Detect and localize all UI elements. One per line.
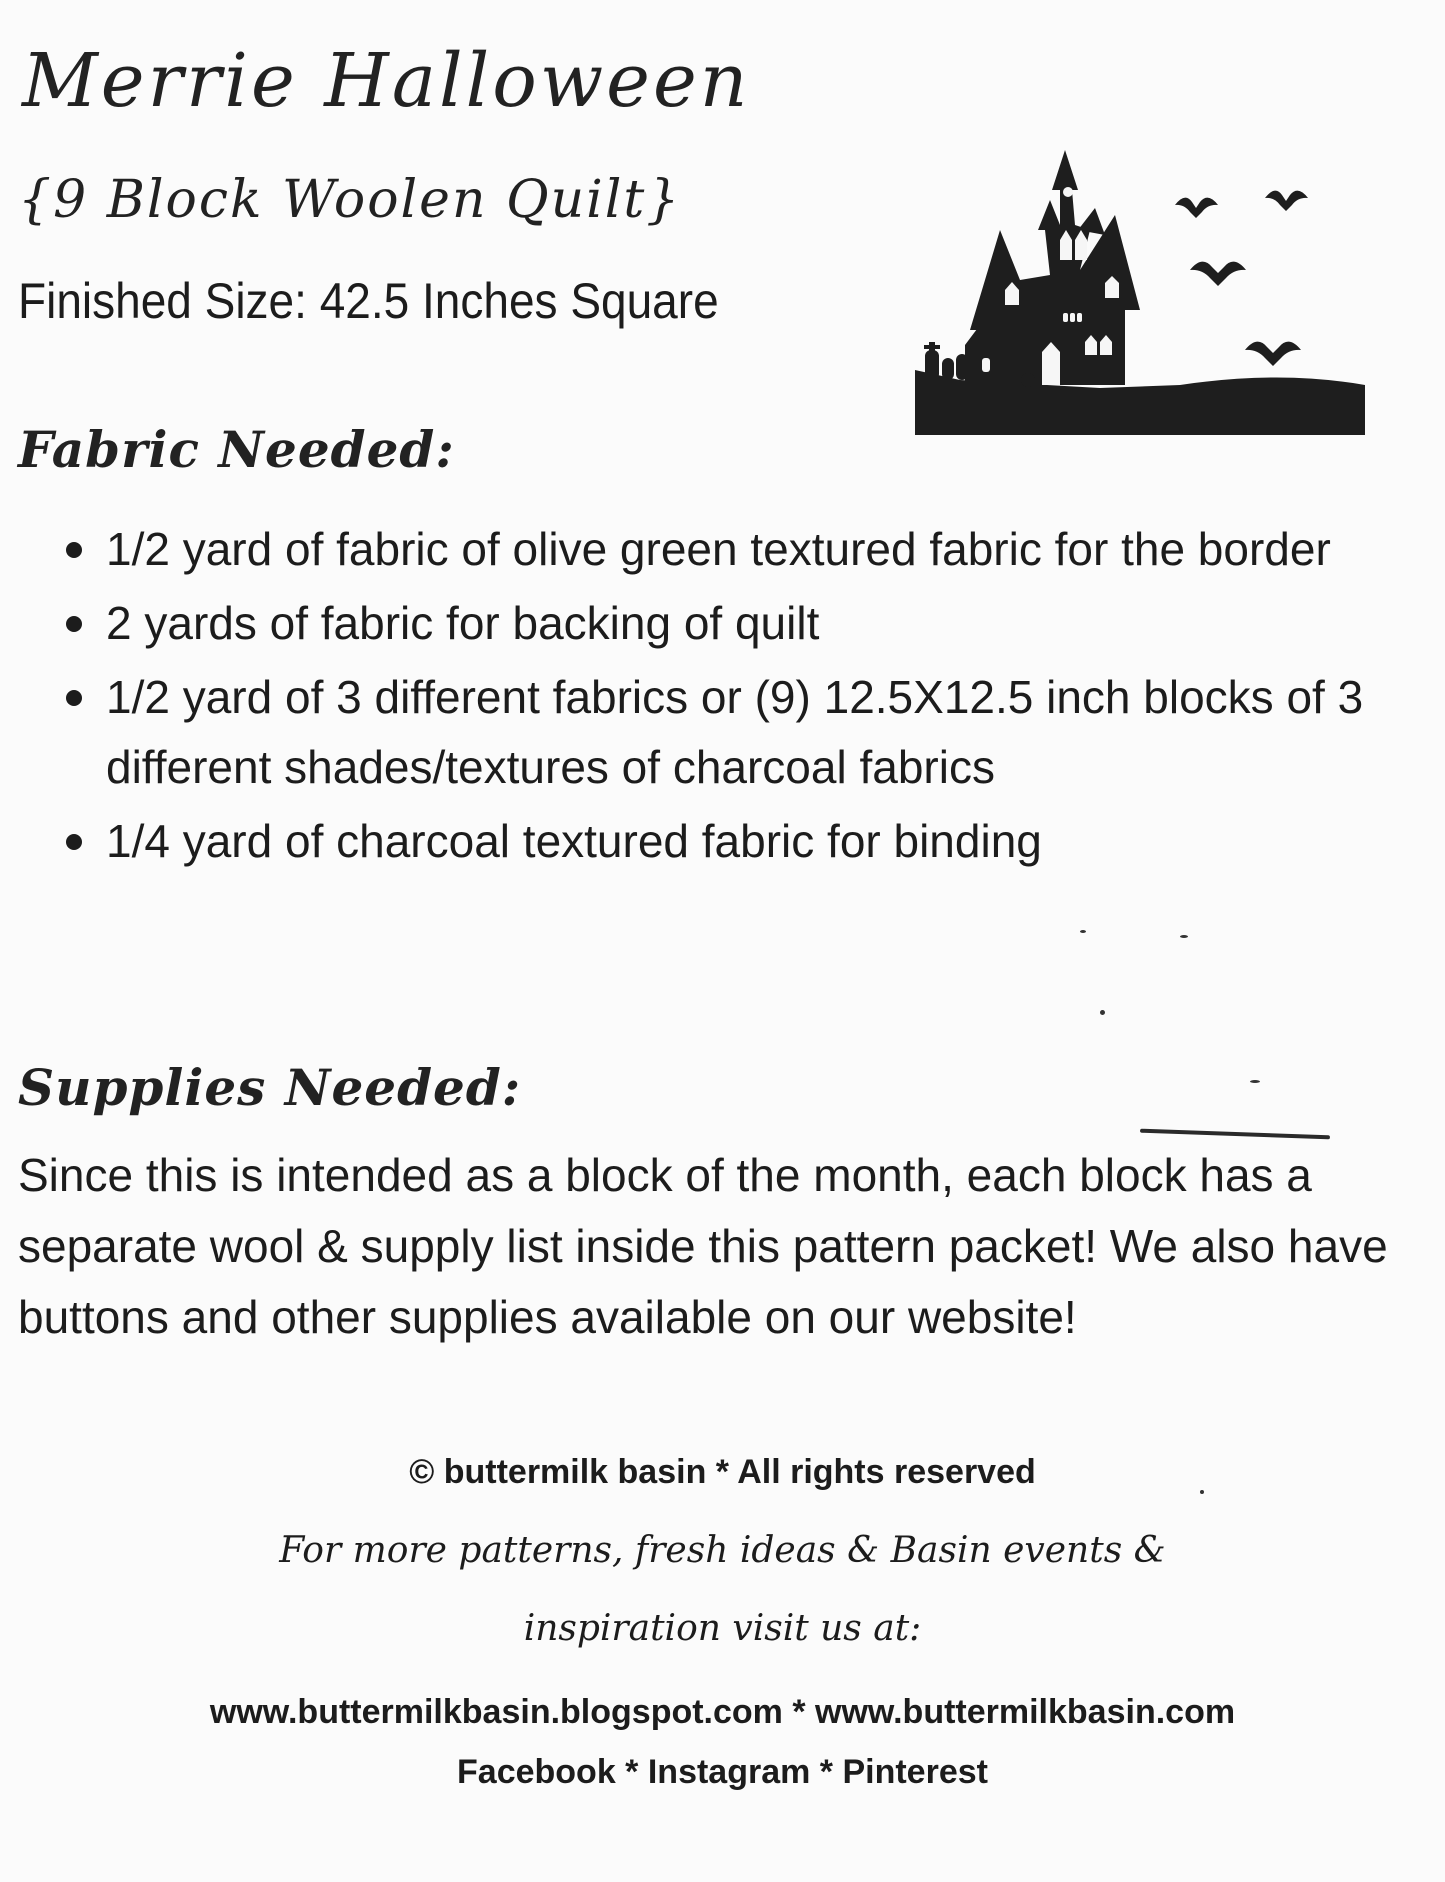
- haunted-house-with-bats-icon: [900, 130, 1370, 440]
- scan-speck: [1100, 1010, 1105, 1015]
- bullet-icon: [66, 616, 82, 632]
- fabric-list-item: [58, 806, 1398, 876]
- supplies-needed-heading: Supplies Needed:: [18, 1058, 522, 1117]
- social-links[interactable]: Facebook * Instagram * Pinterest: [457, 1753, 988, 1791]
- page-subtitle: {9 Block Woolen Quilt}: [18, 170, 682, 230]
- supplies-paragraph: Since this is intended as a block of the month, each block has a separate wool & supply list inside this pattern packet! We also have buttons and other supplies available on our website!: [18, 1149, 1388, 1343]
- bullet-icon: [66, 834, 82, 850]
- fabric-list-item: [58, 588, 1398, 658]
- haunted-house-illustration: [900, 130, 1370, 440]
- page-title: Merrie Halloween: [22, 38, 751, 124]
- bullet-icon: [66, 690, 82, 706]
- cta-line-1: For more patterns, fresh ideas & Basin events &: [279, 1530, 1166, 1571]
- fabric-list: [58, 514, 1398, 880]
- fabric-item-text: 2 yards of fabric for backing of quilt: [106, 597, 820, 649]
- fabric-item-text: 1/2 yard of fabric of olive green textured fabric for the border: [106, 523, 1331, 575]
- scan-speck: [1200, 1490, 1204, 1494]
- cta-line-2: inspiration visit us at:: [523, 1608, 922, 1649]
- copyright-notice: © buttermilk basin * All rights reserved: [409, 1453, 1036, 1491]
- scan-speck: [1140, 1129, 1330, 1140]
- finished-size: Finished Size: 42.5 Inches Square: [18, 273, 719, 329]
- footer: [0, 1450, 1445, 1802]
- fabric-item-text: 1/4 yard of charcoal textured fabric for binding: [106, 815, 1042, 867]
- fabric-needed-heading: Fabric Needed:: [18, 420, 455, 479]
- scan-speck: [1080, 930, 1086, 933]
- website-links[interactable]: www.buttermilkbasin.blogspot.com * www.buttermilkbasin.com: [209, 1693, 1236, 1731]
- fabric-item-text: 1/2 yard of 3 different fabrics or (9) 12.5X12.5 inch blocks of 3 different shades/textures of charcoal fabrics: [106, 671, 1364, 793]
- scan-speck: [1250, 1080, 1260, 1083]
- fabric-list-item: [58, 514, 1398, 584]
- fabric-list-item: [58, 662, 1398, 802]
- scan-speck: [1180, 935, 1188, 938]
- bullet-icon: [66, 542, 82, 558]
